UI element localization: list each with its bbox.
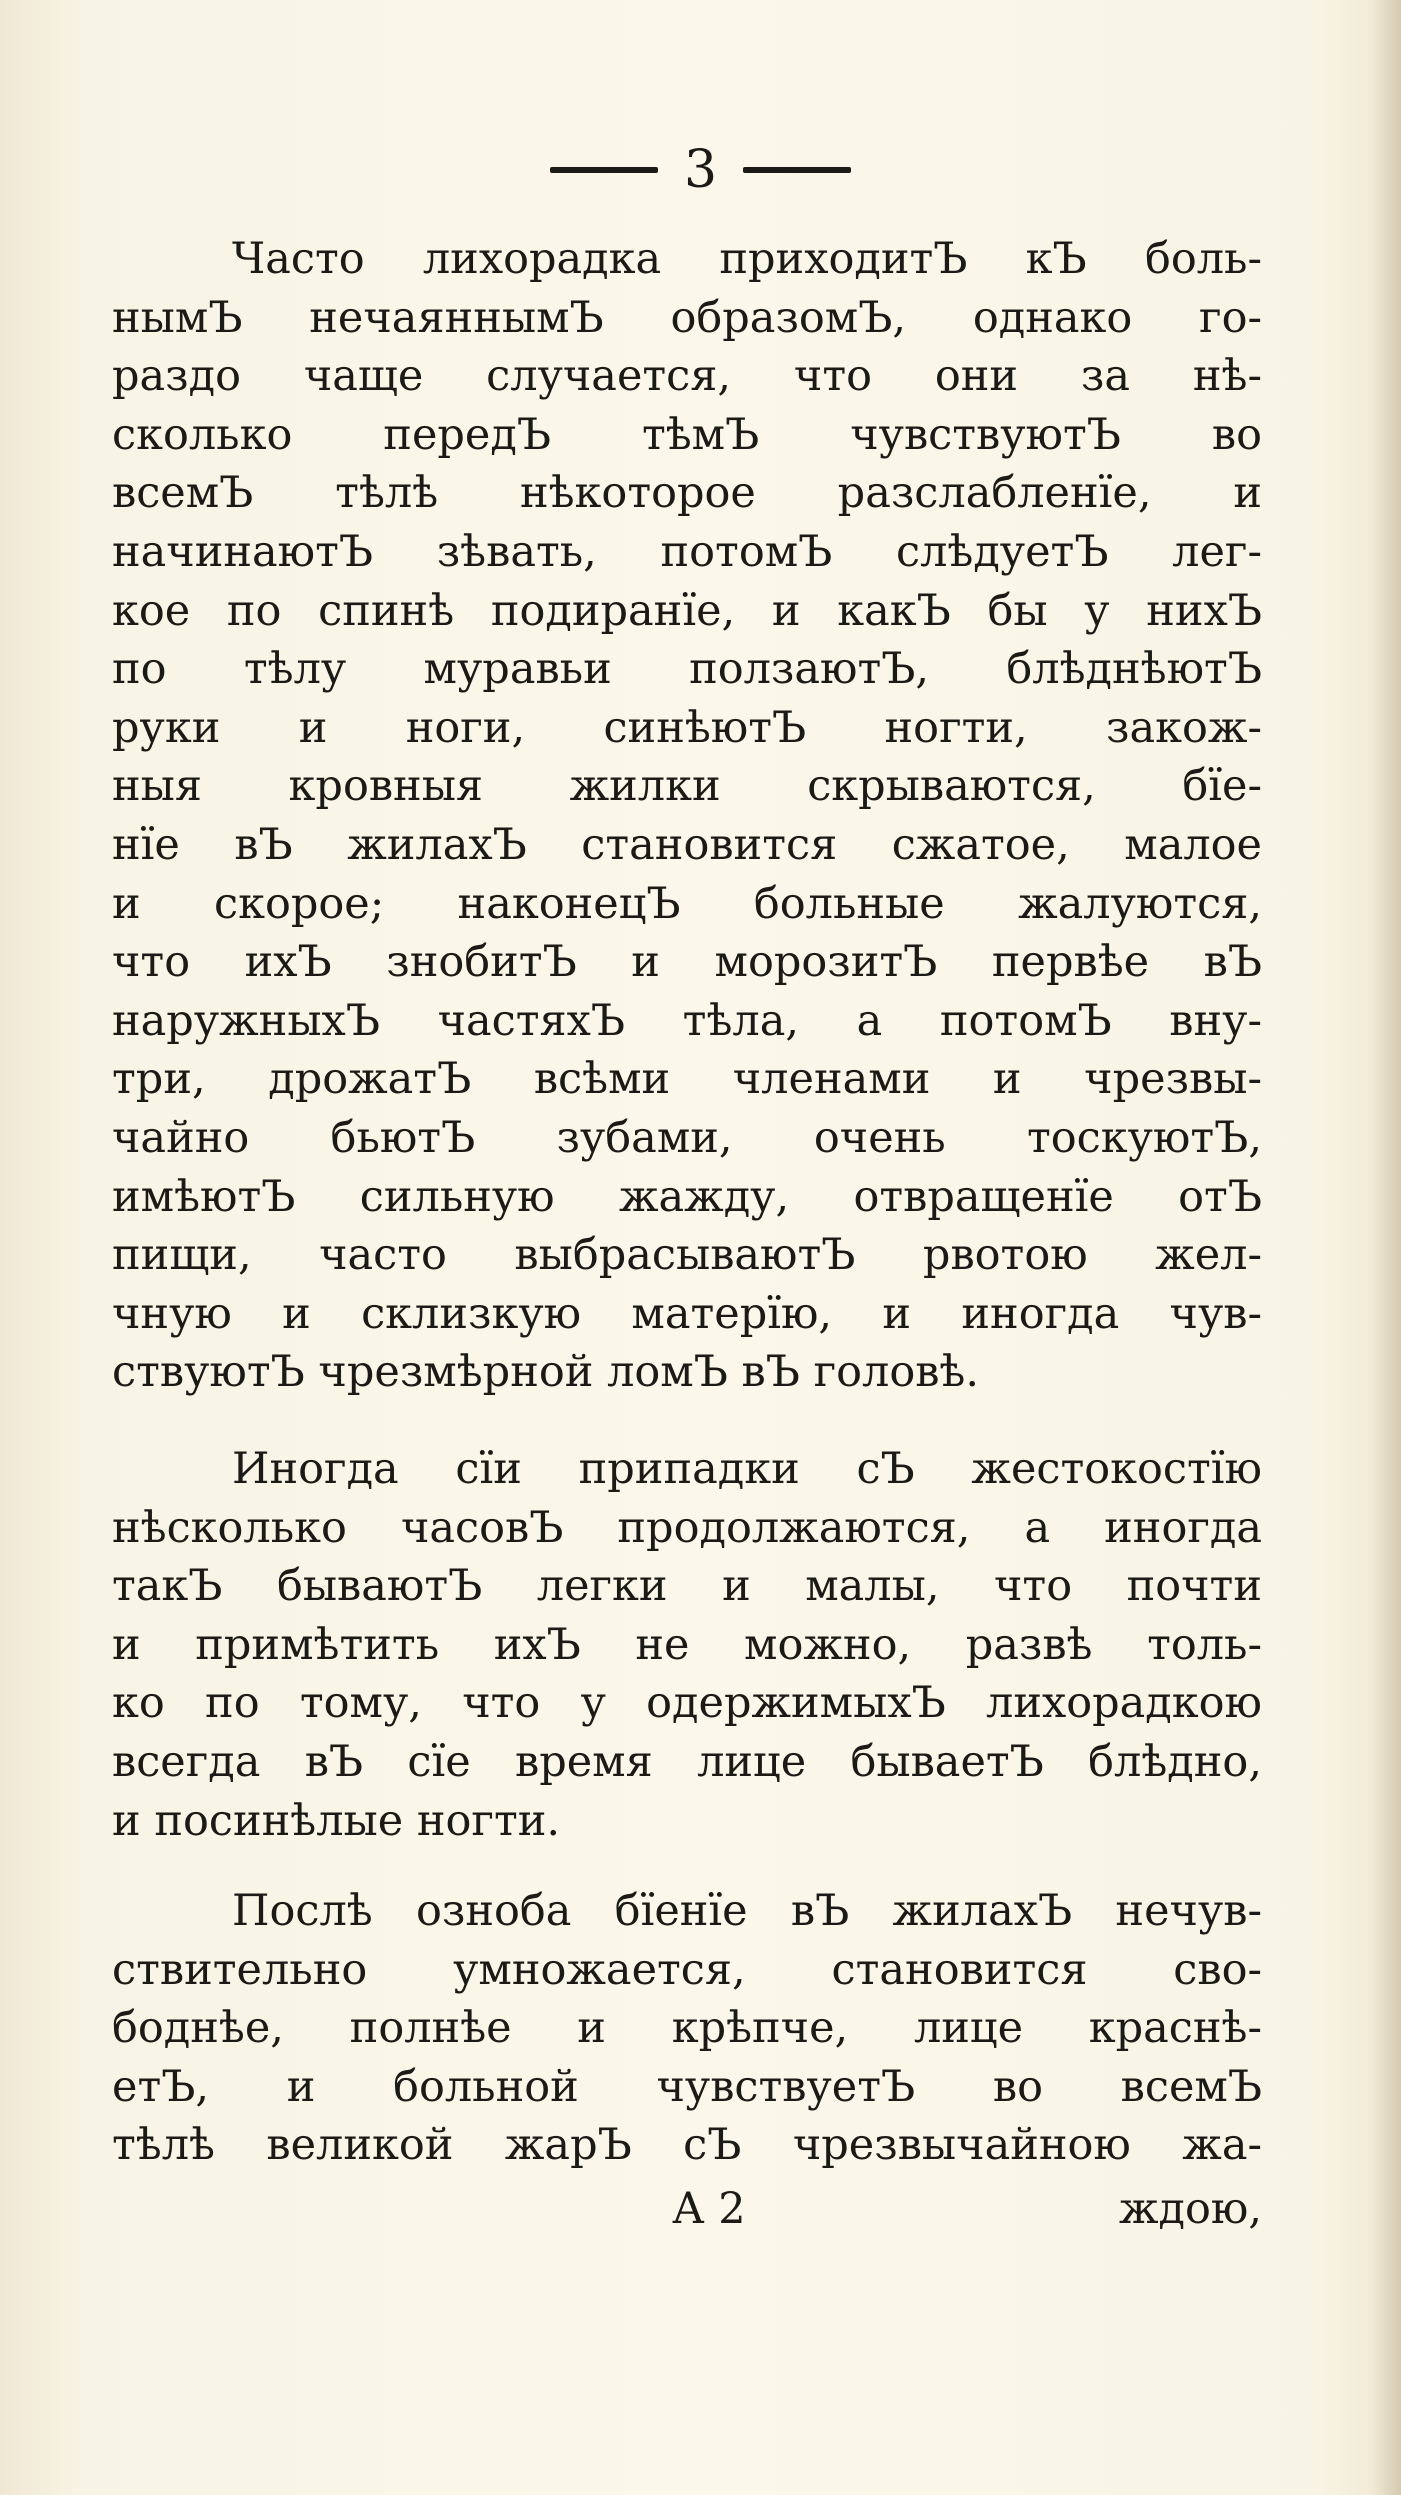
text-line: ныя кровныя жилки скрываются, бїе- (112, 761, 1262, 812)
page-edge-shadow (1371, 0, 1401, 2495)
header-dash-right (743, 167, 851, 173)
text-line: чайно бьютЪ зубами, очень тоскуютЪ, (112, 1112, 1262, 1163)
text-line: ко по тому, что у одержимыхЪ лихорадкою (112, 1678, 1262, 1729)
text-line: пищи, часто выбрасываютЪ рвотою жел- (112, 1230, 1262, 1281)
text-line: что ихЪ знобитЪ и морозитЪ первѣе вЪ (112, 937, 1262, 988)
text-line: боднѣе, полнѣе и крѣпче, лице краснѣ- (112, 2003, 1262, 2054)
text-line: тѣлѣ великой жарЪ сЪ чрезвычайною жа- (112, 2120, 1262, 2171)
text-line: и примѣтить ихЪ не можно, развѣ толь- (112, 1619, 1262, 1670)
text-line: чную и склизкую матерїю, и иногда чув- (112, 1288, 1262, 1339)
text-line: всегда вЪ сїе время лице бываетЪ блѣдно, (112, 1736, 1262, 1787)
text-line: етЪ, и больной чувствуетЪ во всемЪ (112, 2061, 1262, 2112)
text-line: и посинѣлые ногти. (112, 1795, 561, 1846)
text-line: Часто лихорадка приходитЪ кЪ боль- (232, 234, 1262, 284)
text-line: имѣютЪ сильную жажду, отвращенїе отЪ (112, 1171, 1262, 1222)
text-line: нѣсколько часовЪ продолжаются, а иногда (112, 1502, 1262, 1553)
text-line: такЪ бываютЪ легки и малы, что почти (112, 1561, 1262, 1612)
text-line: начинаютЪ зѣвать, потомЪ слѣдуетЪ лег- (112, 526, 1262, 577)
page-header (0, 140, 1401, 200)
text-line: три, дрожатЪ всѣми членами и чрезвы- (112, 1054, 1262, 1105)
page-number: 3 (683, 140, 718, 200)
text-line: сколько передЪ тѣмЪ чувствуютЪ во (112, 409, 1262, 460)
text-line: нїе вЪ жилахЪ становится сжатое, малое (112, 819, 1262, 870)
text-line: раздо чаще случается, что они за нѣ- (112, 351, 1262, 402)
text-line: ствуютЪ чрезмѣрной ломЪ вЪ головѣ. (112, 1347, 980, 1398)
text-line: Иногда сїи припадки сЪ жестокостїю (232, 1444, 1262, 1494)
text-line: нымЪ нечаяннымЪ образомЪ, однако го- (112, 292, 1262, 343)
header-dash-left (550, 167, 658, 173)
text-line: всемЪ тѣлѣ нѣкоторое разслабленїе, и (112, 468, 1262, 519)
text-line: наружныхЪ частяхЪ тѣла, а потомЪ вну- (112, 995, 1262, 1046)
text-line: кое по спинѣ подиранїе, и какЪ бы у нихЪ (112, 585, 1262, 636)
text-line: и скорое; наконецЪ больные жалуются, (112, 878, 1262, 929)
text-line: Послѣ озноба бїенїе вЪ жилахЪ нечув- (232, 1886, 1262, 1936)
text-line: ствительно умножается, становится сво- (112, 1944, 1262, 1995)
paragraph-3 (112, 1882, 1262, 2175)
text-line: по тѣлу муравьи ползаютЪ, блѣднѣютЪ (112, 644, 1262, 695)
paragraph-2 (112, 1440, 1262, 1850)
signature-mark: А 2 (672, 2184, 746, 2234)
paragraph-1 (112, 230, 1262, 1402)
text-line: руки и ноги, синѣютЪ ногти, закож- (112, 702, 1262, 753)
catchword: ждою, (1118, 2184, 1262, 2234)
